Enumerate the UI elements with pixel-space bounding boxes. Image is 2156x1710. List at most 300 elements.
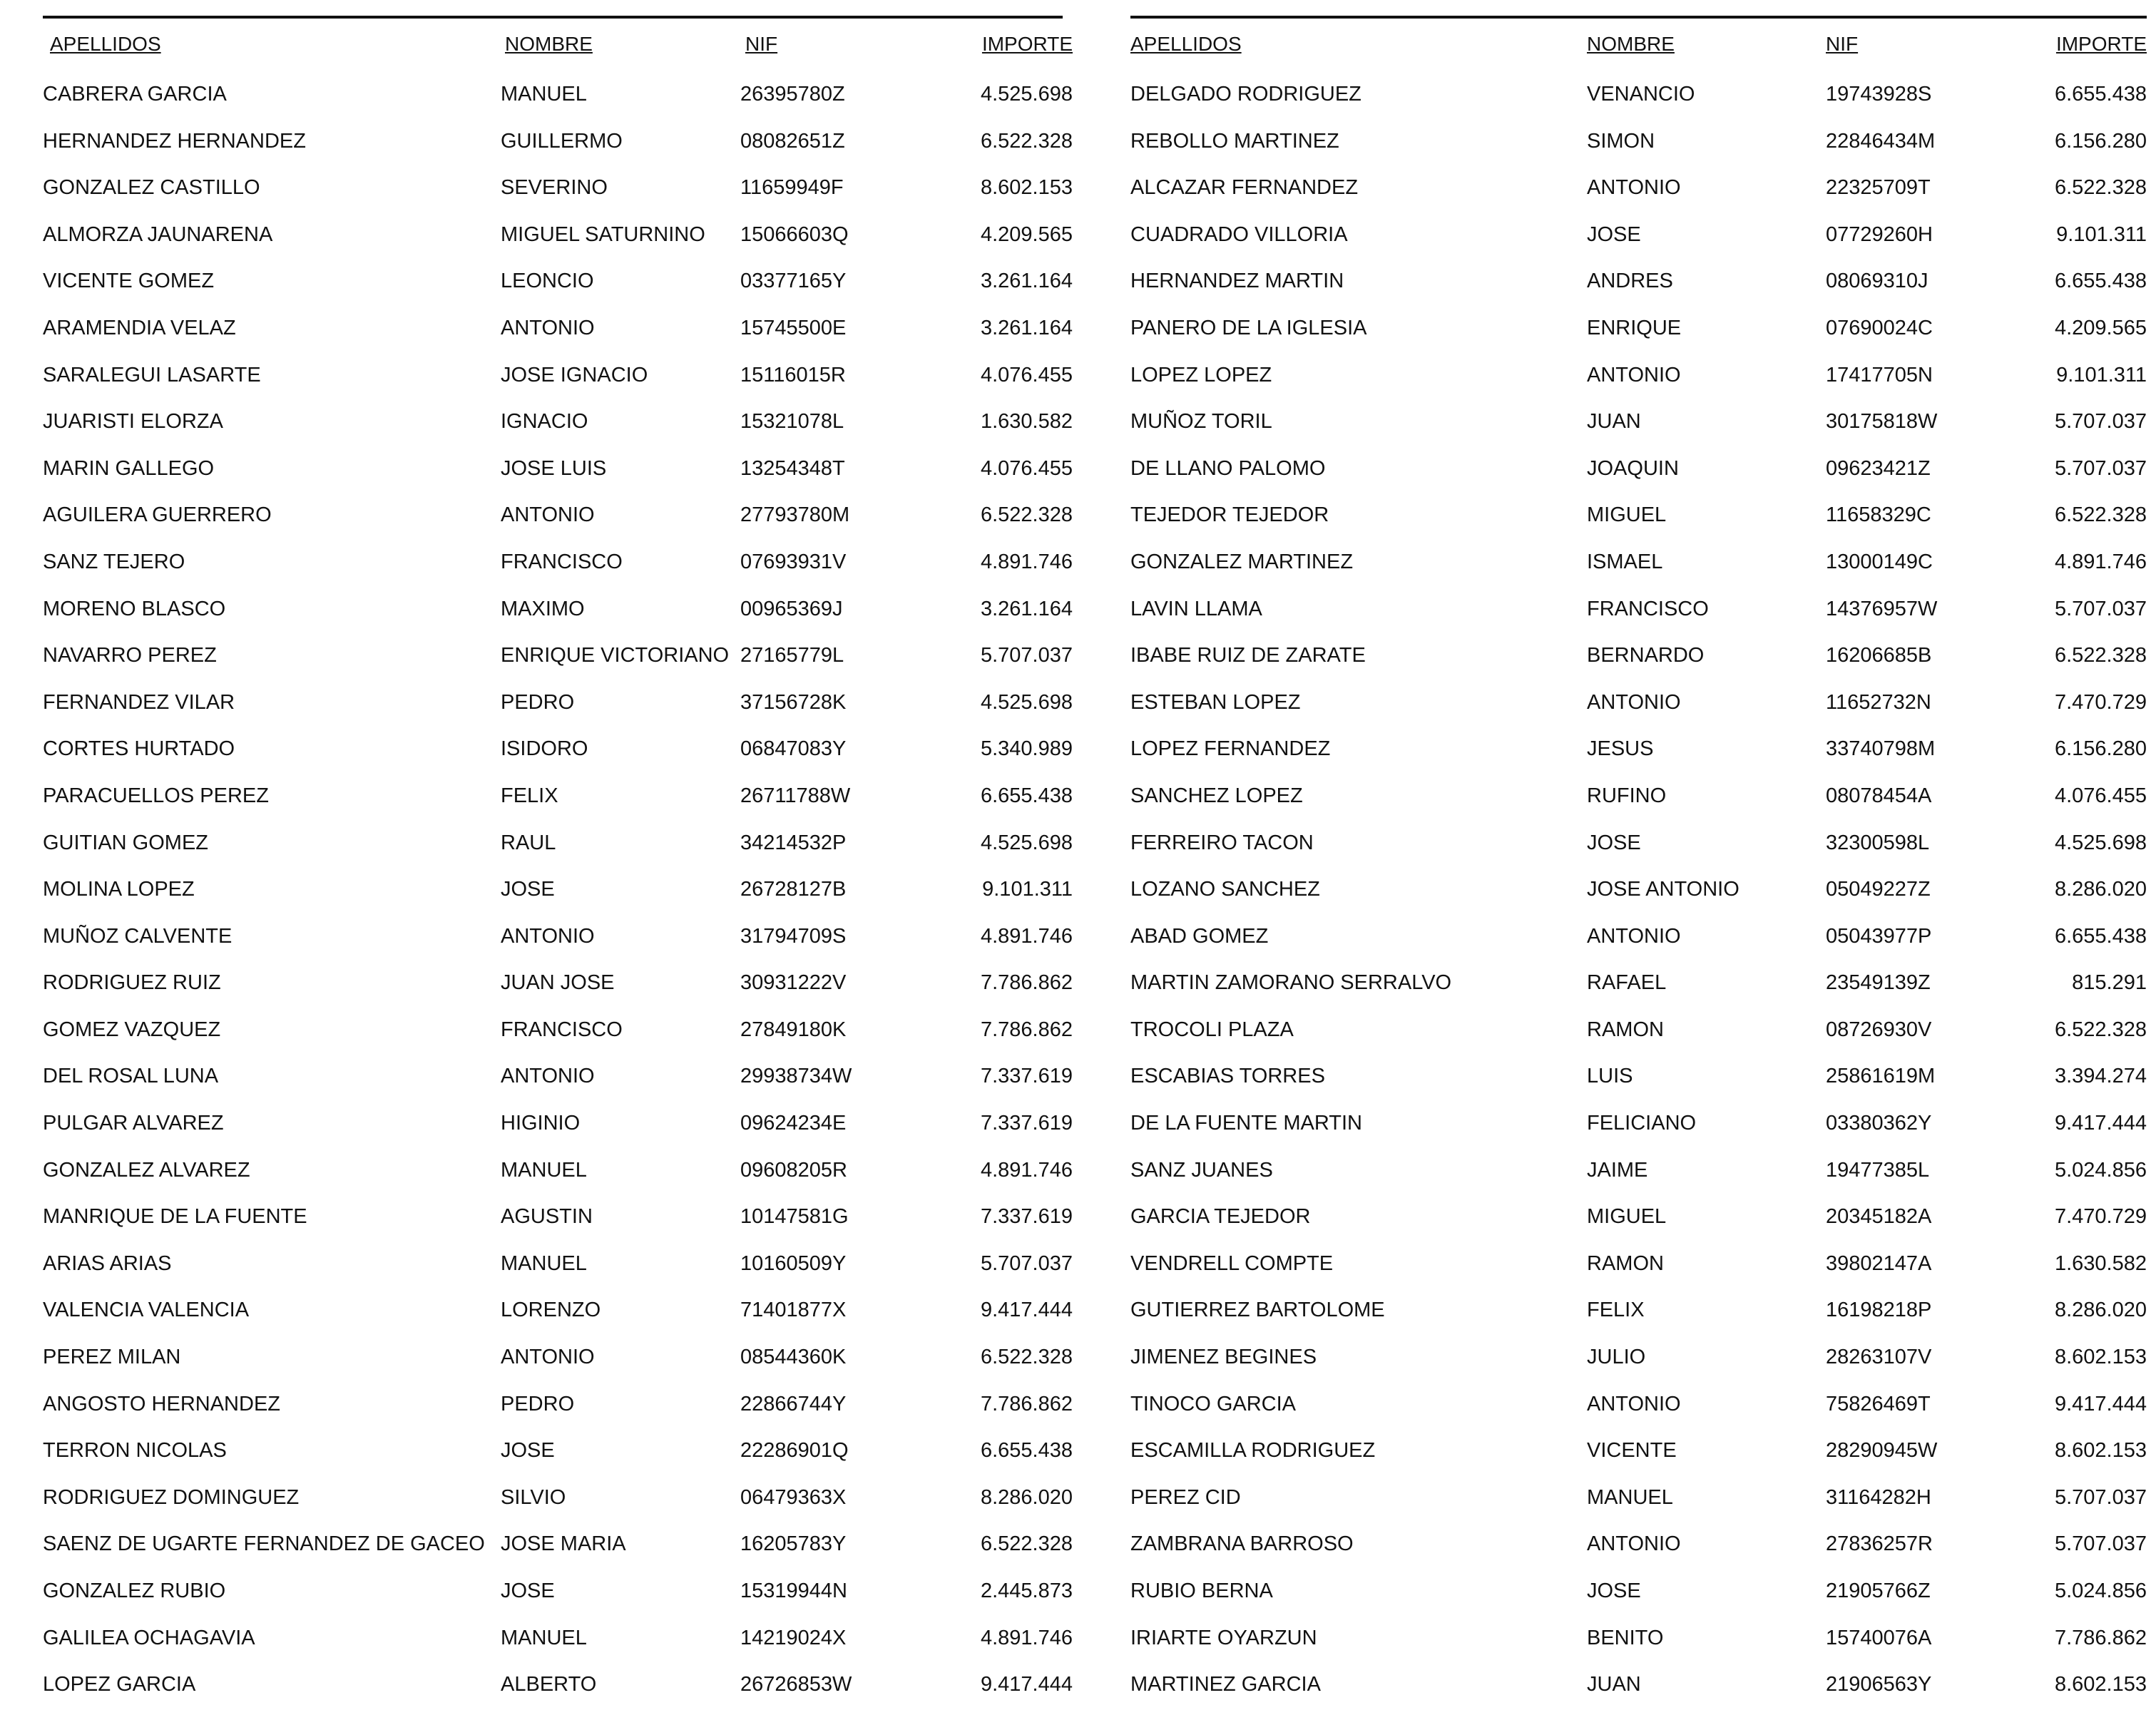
- cell-apellidos: GARCIA TEJEDOR: [1130, 1205, 1311, 1229]
- cell-nombre: ALBERTO: [501, 1673, 597, 1696]
- cell-nombre: JOSE IGNACIO: [501, 363, 648, 386]
- table-row: [1130, 1570, 2147, 1617]
- cell-nombre: LUIS: [1587, 1065, 1633, 1088]
- cell-nif: 13000149C: [1826, 550, 1933, 573]
- cell-importe: 6.655.438: [2054, 270, 2147, 293]
- table-row: [1130, 1522, 2147, 1570]
- cell-nif: 33740798M: [1826, 737, 1936, 761]
- cell-apellidos: ALMORZA JAUNARENA: [43, 222, 273, 246]
- table-row: [1130, 1336, 2147, 1383]
- cell-importe: 6.522.328: [2054, 503, 2147, 527]
- left-table: [43, 16, 1073, 1696]
- table-row: [1130, 447, 2147, 494]
- cell-nif: 07729260H: [1826, 222, 1933, 246]
- table-row: [43, 1195, 1073, 1242]
- cell-nombre: PEDRO: [501, 690, 575, 714]
- cell-nif: 08078454A: [1826, 784, 1932, 807]
- cell-importe: 5.707.037: [2054, 456, 2147, 480]
- table-row: [43, 400, 1073, 447]
- cell-nombre: MANUEL: [501, 83, 587, 106]
- cell-nif: 27849180K: [740, 1018, 847, 1041]
- cell-importe: 6.156.280: [2054, 129, 2147, 153]
- cell-nombre: MANUEL: [501, 1626, 587, 1649]
- cell-apellidos: MUÑOZ CALVENTE: [43, 924, 233, 948]
- table-row: [1130, 1617, 2147, 1664]
- cell-importe: 6.522.328: [2054, 1018, 2147, 1041]
- cell-nombre: JOAQUIN: [1587, 456, 1679, 480]
- cell-importe: 7.786.862: [980, 971, 1073, 995]
- header-nombre: NOMBRE: [505, 33, 593, 55]
- cell-importe: 9.417.444: [980, 1673, 1073, 1696]
- cell-apellidos: MARIN GALLEGO: [43, 456, 215, 480]
- cell-nif: 16198218P: [1826, 1299, 1932, 1322]
- cell-importe: 7.337.619: [980, 1205, 1073, 1229]
- table-row: [1130, 1195, 2147, 1242]
- table-row: [1130, 1663, 2147, 1710]
- cell-nif: 22866744Y: [740, 1392, 847, 1415]
- table-row: [1130, 1476, 2147, 1523]
- right-rows: [1130, 73, 2147, 1710]
- table-row: [1130, 1429, 2147, 1476]
- table-row: [43, 1055, 1073, 1102]
- cell-nombre: GUILLERMO: [501, 129, 623, 153]
- cell-importe: 5.707.037: [980, 1251, 1073, 1275]
- cell-importe: 7.786.862: [2054, 1626, 2147, 1649]
- cell-nombre: ANDRES: [1587, 270, 1673, 293]
- cell-nif: 20345182A: [1826, 1205, 1932, 1229]
- cell-nif: 27793780M: [740, 503, 850, 527]
- table-row: [1130, 493, 2147, 541]
- header-apellidos: APELLIDOS: [50, 33, 161, 55]
- cell-nombre: ANTONIO: [1587, 363, 1681, 386]
- cell-nombre: FELICIANO: [1587, 1112, 1697, 1135]
- table-row: [1130, 1242, 2147, 1289]
- cell-nif: 16205783Y: [740, 1532, 847, 1556]
- cell-importe: 3.261.164: [980, 270, 1073, 293]
- cell-apellidos: MOLINA LOPEZ: [43, 878, 195, 901]
- cell-nombre: ENRIQUE VICTORIANO: [501, 644, 730, 667]
- cell-nif: 15319944N: [740, 1580, 847, 1602]
- cell-apellidos: ANGOSTO HERNANDEZ: [43, 1392, 281, 1415]
- cell-nif: 08082651Z: [740, 129, 845, 153]
- cell-nif: 26395780Z: [740, 83, 845, 106]
- cell-nombre: MIGUEL SATURNINO: [501, 222, 705, 246]
- cell-apellidos: REBOLLO MARTINEZ: [1130, 129, 1339, 153]
- table-row: [1130, 307, 2147, 354]
- cell-nombre: MANUEL: [501, 1158, 587, 1182]
- cell-nif: 10147581G: [740, 1205, 849, 1229]
- cell-nif: 03377165Y: [740, 270, 847, 293]
- cell-nif: 15740076A: [1826, 1626, 1932, 1649]
- cell-apellidos: LOPEZ LOPEZ: [1130, 363, 1272, 386]
- cell-importe: 4.891.746: [980, 550, 1073, 573]
- cell-nif: 71401877X: [740, 1299, 847, 1322]
- cell-nif: 14376957W: [1826, 597, 1938, 620]
- table-row: [1130, 166, 2147, 213]
- cell-nif: 08069310J: [1826, 270, 1928, 293]
- cell-nombre: JUAN: [1587, 410, 1641, 434]
- cell-apellidos: FERREIRO TACON: [1130, 831, 1314, 854]
- cell-apellidos: HERNANDEZ HERNANDEZ: [43, 129, 306, 153]
- cell-nombre: VENANCIO: [1587, 83, 1695, 106]
- cell-apellidos: DE LLANO PALOMO: [1130, 456, 1326, 480]
- table-row: [1130, 1383, 2147, 1430]
- cell-nif: 26711788W: [740, 784, 851, 807]
- cell-apellidos: PEREZ CID: [1130, 1485, 1241, 1509]
- cell-nombre: IGNACIO: [501, 410, 588, 434]
- table-row: [43, 634, 1073, 681]
- cell-nombre: JOSE: [1587, 222, 1641, 246]
- cell-nif: 21905766Z: [1826, 1580, 1931, 1602]
- cell-nif: 22325709T: [1826, 176, 1931, 200]
- cell-nombre: JOSE: [501, 878, 555, 901]
- cell-apellidos: GUTIERREZ BARTOLOME: [1130, 1299, 1385, 1322]
- cell-importe: 4.525.698: [2054, 831, 2147, 854]
- table-row: [43, 1149, 1073, 1196]
- cell-nif: 28290945W: [1826, 1439, 1938, 1463]
- table-row: [43, 307, 1073, 354]
- cell-nif: 11652732N: [1826, 690, 1931, 714]
- table-row: [43, 1008, 1073, 1055]
- cell-importe: 3.394.274: [2054, 1065, 2147, 1088]
- cell-nombre: AGUSTIN: [501, 1205, 593, 1229]
- cell-importe: 4.076.455: [2054, 784, 2147, 807]
- table-row: [1130, 354, 2147, 401]
- cell-importe: 8.602.153: [980, 176, 1073, 200]
- cell-nif: 10160509Y: [740, 1251, 847, 1275]
- cell-apellidos: HERNANDEZ MARTIN: [1130, 270, 1344, 293]
- cell-nif: 09624234E: [740, 1112, 847, 1135]
- cell-nombre: VICENTE: [1587, 1439, 1677, 1463]
- table-row: [43, 588, 1073, 635]
- header-nif: NIF: [745, 33, 778, 55]
- cell-importe: 4.891.746: [980, 1626, 1073, 1649]
- cell-nif: 28263107V: [1826, 1346, 1932, 1369]
- cell-nif: 21906563Y: [1826, 1673, 1932, 1696]
- table-row: [1130, 1289, 2147, 1336]
- cell-nif: 06847083Y: [740, 737, 847, 761]
- cell-importe: 4.209.565: [2054, 316, 2147, 339]
- cell-apellidos: VICENTE GOMEZ: [43, 270, 215, 293]
- cell-apellidos: RODRIGUEZ RUIZ: [43, 971, 221, 995]
- table-row: [43, 1242, 1073, 1289]
- cell-apellidos: DEL ROSAL LUNA: [43, 1065, 219, 1088]
- table-row: [1130, 120, 2147, 167]
- table-row: [43, 354, 1073, 401]
- cell-apellidos: ABAD GOMEZ: [1130, 924, 1269, 948]
- cell-apellidos: CUADRADO VILLORIA: [1130, 222, 1348, 246]
- table-row: [1130, 681, 2147, 728]
- cell-apellidos: VENDRELL COMPTE: [1130, 1251, 1334, 1275]
- cell-apellidos: CABRERA GARCIA: [43, 83, 227, 106]
- cell-apellidos: ESCABIAS TORRES: [1130, 1065, 1325, 1088]
- cell-importe: 4.076.455: [980, 456, 1073, 480]
- cell-importe: 4.209.565: [980, 222, 1073, 246]
- cell-importe: 8.602.153: [2054, 1346, 2147, 1369]
- cell-nombre: RAMON: [1587, 1018, 1664, 1041]
- cell-nombre: FRANCISCO: [501, 550, 623, 573]
- cell-importe: 6.522.328: [2054, 176, 2147, 200]
- header-nombre: NOMBRE: [1587, 33, 1675, 55]
- cell-apellidos: RODRIGUEZ DOMINGUEZ: [43, 1485, 300, 1509]
- cell-nombre: JESUS: [1587, 737, 1654, 761]
- left-rows: [43, 73, 1073, 1710]
- cell-nif: 31794709S: [740, 924, 847, 948]
- cell-nombre: JOSE: [501, 1439, 555, 1463]
- cell-nif: 08726930V: [1826, 1018, 1932, 1041]
- cell-importe: 5.024.856: [2054, 1158, 2147, 1182]
- cell-nif: 05049227Z: [1826, 878, 1931, 901]
- cell-apellidos: PANERO DE LA IGLESIA: [1130, 316, 1367, 339]
- cell-importe: 3.261.164: [980, 316, 1073, 339]
- cell-apellidos: LOPEZ GARCIA: [43, 1673, 196, 1696]
- cell-importe: 9.417.444: [980, 1299, 1073, 1322]
- cell-nif: 15066603Q: [740, 222, 849, 246]
- table-row: [1130, 868, 2147, 915]
- cell-nombre: ANTONIO: [1587, 176, 1681, 200]
- cell-nombre: ANTONIO: [1587, 690, 1681, 714]
- cell-apellidos: GOMEZ VAZQUEZ: [43, 1018, 221, 1041]
- cell-importe: 6.522.328: [980, 503, 1073, 527]
- cell-apellidos: SARALEGUI LASARTE: [43, 363, 261, 386]
- cell-nif: 07693931V: [740, 550, 847, 573]
- cell-nombre: ANTONIO: [1587, 924, 1681, 948]
- table-row: [1130, 821, 2147, 869]
- cell-importe: 5.707.037: [2054, 597, 2147, 620]
- cell-nif: 32300598L: [1826, 831, 1930, 854]
- cell-nombre: ANTONIO: [501, 924, 595, 948]
- table-row: [43, 1476, 1073, 1523]
- cell-nif: 15116015R: [740, 363, 846, 386]
- cell-importe: 4.525.698: [980, 83, 1073, 106]
- cell-apellidos: ARIAS ARIAS: [43, 1251, 172, 1275]
- cell-apellidos: IRIARTE OYARZUN: [1130, 1626, 1317, 1649]
- table-row: [43, 1383, 1073, 1430]
- cell-nif: 27836257R: [1826, 1532, 1933, 1556]
- cell-importe: 6.522.328: [980, 1346, 1073, 1369]
- cell-apellidos: RUBIO BERNA: [1130, 1580, 1273, 1602]
- table-row: [43, 1570, 1073, 1617]
- cell-nif: 11659949F: [740, 176, 844, 200]
- header-importe: IMPORTE: [2055, 33, 2147, 55]
- cell-importe: 5.707.037: [2054, 1485, 2147, 1509]
- cell-importe: 4.891.746: [2054, 550, 2147, 573]
- table-row: [43, 447, 1073, 494]
- cell-apellidos: JIMENEZ BEGINES: [1130, 1346, 1317, 1369]
- cell-importe: 4.891.746: [980, 1158, 1073, 1182]
- cell-apellidos: AGUILERA GUERRERO: [43, 503, 272, 527]
- cell-nif: 27165779L: [740, 644, 844, 667]
- table-row: [1130, 634, 2147, 681]
- cell-nif: 25861619M: [1826, 1065, 1936, 1088]
- cell-nombre: HIGINIO: [501, 1112, 581, 1135]
- cell-apellidos: ALCAZAR FERNANDEZ: [1130, 176, 1359, 200]
- cell-nif: 37156728K: [740, 690, 847, 714]
- cell-apellidos: MARTIN ZAMORANO SERRALVO: [1130, 971, 1452, 995]
- cell-apellidos: GONZALEZ MARTINEZ: [1130, 550, 1354, 573]
- cell-importe: 6.522.328: [2054, 644, 2147, 667]
- cell-importe: 7.337.619: [980, 1112, 1073, 1135]
- cell-nombre: JUAN JOSE: [501, 971, 615, 995]
- cell-importe: 6.522.328: [980, 1532, 1073, 1556]
- cell-nombre: SILVIO: [501, 1485, 566, 1509]
- cell-importe: 9.101.311: [2056, 363, 2147, 386]
- cell-importe: 8.602.153: [2054, 1439, 2147, 1463]
- cell-importe: 5.024.856: [2054, 1580, 2147, 1602]
- cell-importe: 4.525.698: [980, 690, 1073, 714]
- cell-apellidos: MARTINEZ GARCIA: [1130, 1673, 1321, 1696]
- table-row: [43, 1289, 1073, 1336]
- cell-importe: 5.340.989: [980, 737, 1073, 761]
- cell-nombre: JOSE MARIA: [501, 1532, 626, 1556]
- cell-importe: 3.261.164: [980, 597, 1073, 620]
- cell-nombre: MANUEL: [1587, 1485, 1673, 1509]
- cell-nombre: BERNARDO: [1587, 644, 1705, 667]
- cell-nombre: FELIX: [1587, 1299, 1645, 1322]
- cell-importe: 7.786.862: [980, 1392, 1073, 1415]
- cell-nombre: ANTONIO: [501, 316, 595, 339]
- cell-nif: 15321078L: [740, 410, 844, 434]
- cell-nombre: ANTONIO: [1587, 1392, 1681, 1415]
- table-row: [1130, 727, 2147, 774]
- cell-importe: 2.445.873: [980, 1580, 1073, 1602]
- cell-nombre: RAFAEL: [1587, 971, 1667, 995]
- cell-nombre: FRANCISCO: [501, 1018, 623, 1041]
- cell-apellidos: MANRIQUE DE LA FUENTE: [43, 1205, 307, 1229]
- cell-nombre: MAXIMO: [501, 597, 585, 620]
- table-row: [43, 1102, 1073, 1149]
- cell-nombre: JOSE: [1587, 1580, 1641, 1602]
- table-row: [1130, 1008, 2147, 1055]
- cell-nif: 07690024C: [1826, 316, 1933, 339]
- cell-apellidos: PARACUELLOS PEREZ: [43, 784, 269, 807]
- cell-importe: 4.076.455: [980, 363, 1073, 386]
- cell-nombre: ISIDORO: [501, 737, 588, 761]
- cell-nif: 09608205R: [740, 1158, 847, 1182]
- cell-apellidos: SANZ TEJERO: [43, 550, 185, 573]
- cell-importe: 1.630.582: [2054, 1251, 2147, 1275]
- cell-apellidos: LAVIN LLAMA: [1130, 597, 1262, 620]
- cell-nombre: PEDRO: [501, 1392, 575, 1415]
- table-row: [43, 727, 1073, 774]
- cell-nombre: JUAN: [1587, 1673, 1641, 1696]
- cell-nombre: RAUL: [501, 831, 556, 854]
- cell-nombre: BENITO: [1587, 1626, 1664, 1649]
- table-row: [43, 961, 1073, 1008]
- cell-apellidos: ESTEBAN LOPEZ: [1130, 690, 1301, 714]
- cell-nombre: ANTONIO: [1587, 1532, 1681, 1556]
- cell-importe: 8.286.020: [2054, 1299, 2147, 1322]
- cell-apellidos: VALENCIA VALENCIA: [43, 1299, 250, 1322]
- cell-nif: 29938734W: [740, 1065, 852, 1088]
- cell-nif: 11658329C: [1826, 503, 1931, 527]
- cell-nombre: JULIO: [1587, 1346, 1646, 1369]
- cell-importe: 9.417.444: [2054, 1392, 2147, 1415]
- cell-apellidos: ESCAMILLA RODRIGUEZ: [1130, 1439, 1376, 1463]
- cell-nombre: RUFINO: [1587, 784, 1667, 807]
- cell-apellidos: GONZALEZ RUBIO: [43, 1580, 226, 1602]
- table-row: [1130, 1102, 2147, 1149]
- cell-nif: 06479363X: [740, 1485, 847, 1509]
- cell-nif: 22286901Q: [740, 1439, 849, 1463]
- cell-importe: 4.525.698: [980, 831, 1073, 854]
- cell-apellidos: GONZALEZ ALVAREZ: [43, 1158, 250, 1182]
- cell-nif: 14219024X: [740, 1626, 847, 1649]
- cell-importe: 7.470.729: [2054, 690, 2147, 714]
- cell-apellidos: NAVARRO PEREZ: [43, 644, 217, 667]
- cell-importe: 6.655.438: [980, 1439, 1073, 1463]
- table-row: [43, 120, 1073, 167]
- cell-apellidos: TERRON NICOLAS: [43, 1439, 227, 1463]
- cell-importe: 5.707.037: [2054, 410, 2147, 434]
- cell-apellidos: SAENZ DE UGARTE FERNANDEZ DE GACEO: [43, 1532, 485, 1556]
- table-row: [43, 868, 1073, 915]
- cell-nif: 08544360K: [740, 1346, 847, 1369]
- cell-nombre: JOSE: [501, 1580, 555, 1602]
- table-row: [43, 1336, 1073, 1383]
- cell-nombre: FRANCISCO: [1587, 597, 1709, 620]
- cell-importe: 8.286.020: [980, 1485, 1073, 1509]
- header-nif: NIF: [1826, 33, 1859, 55]
- cell-importe: 8.602.153: [2054, 1673, 2147, 1696]
- cell-importe: 4.891.746: [980, 924, 1073, 948]
- cell-nif: 34214532P: [740, 831, 847, 854]
- table-row: [1130, 1149, 2147, 1196]
- cell-apellidos: GONZALEZ CASTILLO: [43, 176, 260, 200]
- right-table: [1130, 16, 2147, 1696]
- cell-apellidos: ARAMENDIA VELAZ: [43, 316, 236, 339]
- cell-nif: 31164282H: [1826, 1485, 1931, 1509]
- table-row: [1130, 400, 2147, 447]
- table-row: [43, 1663, 1073, 1710]
- cell-apellidos: LOZANO SANCHEZ: [1130, 878, 1320, 901]
- table-row: [1130, 915, 2147, 962]
- table-row: [43, 915, 1073, 962]
- table-row: [43, 541, 1073, 588]
- cell-importe: 6.655.438: [2054, 924, 2147, 948]
- cell-apellidos: TEJEDOR TEJEDOR: [1130, 503, 1329, 527]
- top-rule: [43, 16, 1063, 19]
- cell-nombre: RAMON: [1587, 1251, 1664, 1275]
- cell-importe: 5.707.037: [980, 644, 1073, 667]
- cell-nombre: MIGUEL: [1587, 1205, 1667, 1229]
- cell-nif: 09623421Z: [1826, 456, 1931, 480]
- table-row: [43, 681, 1073, 728]
- cell-importe: 1.630.582: [980, 410, 1073, 434]
- cell-nif: 00965369J: [740, 597, 843, 620]
- cell-importe: 9.101.311: [982, 878, 1073, 901]
- cell-apellidos: CORTES HURTADO: [43, 737, 235, 761]
- table-row: [1130, 260, 2147, 307]
- cell-importe: 6.655.438: [2054, 83, 2147, 106]
- cell-importe: 6.522.328: [980, 129, 1073, 153]
- table-row: [43, 260, 1073, 307]
- cell-nif: 17417705N: [1826, 363, 1933, 386]
- cell-apellidos: SANZ JUANES: [1130, 1158, 1273, 1182]
- cell-nombre: JOSE LUIS: [501, 456, 607, 480]
- cell-apellidos: SANCHEZ LOPEZ: [1130, 784, 1303, 807]
- cell-apellidos: IBABE RUIZ DE ZARATE: [1130, 644, 1366, 667]
- cell-nif: 19477385L: [1826, 1158, 1930, 1182]
- table-row: [43, 1522, 1073, 1570]
- cell-importe: 5.707.037: [2054, 1532, 2147, 1556]
- cell-apellidos: JUARISTI ELORZA: [43, 410, 223, 434]
- cell-nif: 30175818W: [1826, 410, 1938, 434]
- cell-apellidos: GUITIAN GOMEZ: [43, 831, 208, 854]
- cell-importe: 7.337.619: [980, 1065, 1073, 1088]
- table-row: [43, 73, 1073, 120]
- cell-apellidos: GALILEA OCHAGAVIA: [43, 1626, 255, 1649]
